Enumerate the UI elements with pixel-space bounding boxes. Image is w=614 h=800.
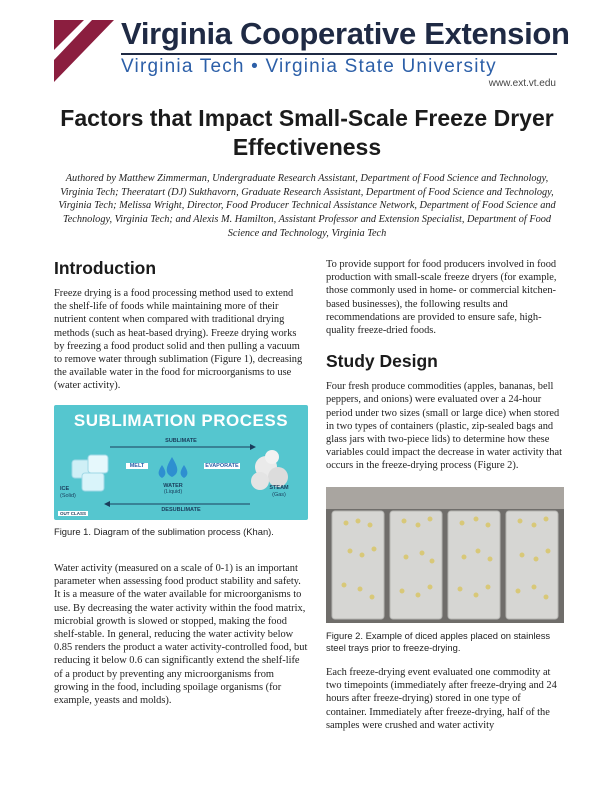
- sublimate-label: SUBLIMATE: [165, 438, 197, 444]
- image-credit-badge: OUT CLASS: [59, 511, 86, 516]
- introduction-paragraph-1: Freeze drying is a food processing method used to extend the shelf-life of foods while maintaining more of their nutrient content when compared with traditional drying methods (such as heat-based drying). Freeze drying works by freezing a food product solid and then pulling a vacuum to remove water through sublimation (Figure 1), decreasing the available water in the food for microorganisms to use (water activity).: [54, 288, 303, 392]
- melt-label: MELT: [126, 463, 148, 469]
- left-column-lower: [54, 562, 308, 707]
- support-paragraph: To provide support for food producers involved in food production with small-scale freeze dryers (for example, those commonly used in home- or commercial kitchen-based businesses), the following results and recommendations are provided to ensure safe, high-quality freeze-dried foods.: [326, 259, 557, 337]
- right-column: [326, 258, 564, 473]
- water-state-label: (Liquid): [163, 489, 183, 495]
- website-link[interactable]: www.ext.vt.edu: [488, 78, 556, 89]
- sublimation-diagram: [54, 405, 308, 520]
- introduction-paragraph-2: Water activity (measured on a scale of 0-1) is an important parameter when assessing food product stability and safety. It is a measure of the water available for microorganisms to use. By decreasing the water activity within the food matrix, microbial growth is slowed or stopped, making the food shelf-stable. In general, reducing the water activity below 0.85 renders the product a water activity-controlled food, but reducing it below 0.6 can significantly extend the shelf-life of a product by preventing any microorganisms from growing in the food, including spoilage organisms (for example, yeasts and molds).: [54, 563, 308, 707]
- ice-state-label: (Solid): [60, 493, 76, 499]
- steam-state-label: (Gas): [272, 492, 286, 498]
- water-label: WATER: [163, 483, 183, 489]
- steam-label: STEAM: [269, 485, 289, 491]
- left-column: [54, 258, 308, 393]
- header-divider: [121, 53, 557, 55]
- diagram-title: SUBLIMATION PROCESS: [73, 411, 289, 430]
- figure-2-caption: Figure 2. Example of diced apples placed on stainless steel trays prior to freeze-drying.: [326, 630, 551, 653]
- ice-label: ICE: [60, 486, 70, 492]
- introduction-heading: Introduction: [54, 258, 157, 278]
- desublimate-label: DESUBLIMATE: [161, 507, 201, 513]
- study-design-paragraph-2: Each freeze-drying event evaluated one commodity at two timepoints (immediately after freeze-drying and 24 hours after freeze-drying) stored in one type of container. Immediately after freeze-drying, half of the samples were crushed and water activity: [326, 667, 557, 731]
- authors-line: Authored by Matthew Zimmerman, Undergraduate Research Assistant, Department of Food Science and Technology, Virginia Tech; Theeratart (DJ) Sukthavorn, Graduate Research Assistant, Department of Food Science and Technology, Virginia Tech; Melissa Wright, Director, Food Producer Technical Assistance Network, Department of Food Science and Technology, Virginia Tech; and Alexis M. Hamilton, Assistant Professor and Extension Specialist, Department of Food Science and Technology, Virginia Tech: [58, 173, 556, 239]
- document-title: Factors that Impact Small-Scale Freeze Dryer Effectiveness: [60, 105, 554, 160]
- study-design-heading: Study Design: [326, 351, 438, 372]
- org-name: Virginia Cooperative Extension: [121, 16, 570, 51]
- evaporate-label: EVAPORATE: [205, 463, 239, 469]
- sublimation-arrows-icon: [54, 405, 308, 520]
- figure-1-caption: Figure 1. Diagram of the sublimation process (Khan).: [54, 526, 274, 537]
- right-column-lower: [326, 666, 564, 732]
- universities-line: Virginia Tech • Virginia State University: [121, 56, 497, 77]
- vce-logo-icon: [54, 20, 114, 82]
- study-design-paragraph-1: Four fresh produce commodities (apples, bananas, bell peppers, and onions) were evaluated over a 24-hour period under two sizes (small or large dice) when stored in two types of containers (plastic, zip-sealed bags and glass jars with two-piece lids) to determine how these variables could impact the decrease in water activity that occurs in the freeze-drying process (Figure 2).: [326, 381, 562, 472]
- apple-trays-photo: [326, 487, 564, 623]
